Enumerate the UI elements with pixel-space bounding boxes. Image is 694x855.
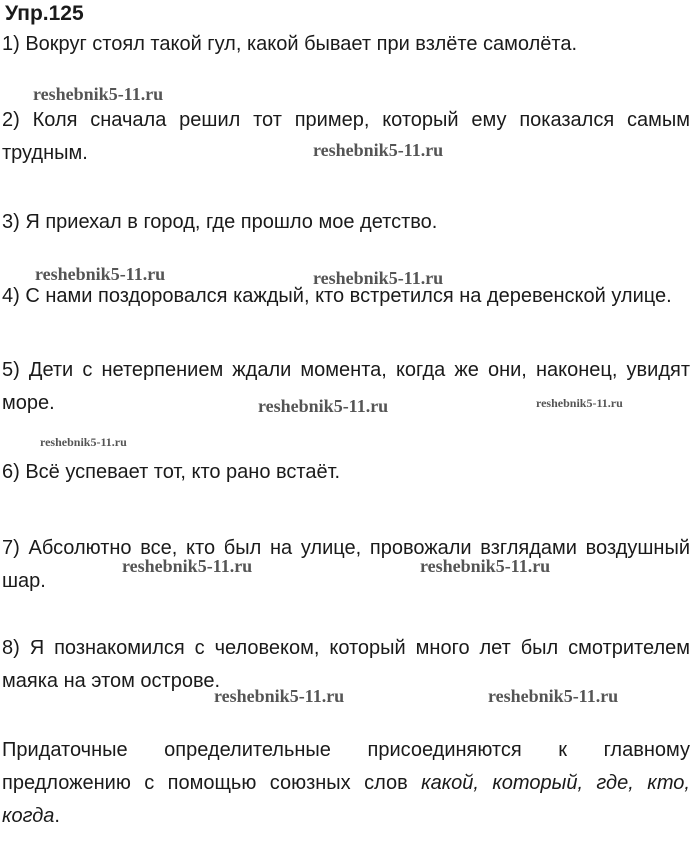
sentence-5: 5) Дети с нетерпением ждали момента, когда же они, наконец, увидят море. — [2, 359, 690, 414]
watermark: reshebnik5-11.ru — [35, 264, 166, 284]
sentence-4: 4) С нами поздоровался каждый, кто встретился на деревенской улице. — [2, 285, 672, 307]
sentence-6: 6) Всё успевает тот, кто рано встаёт. — [2, 461, 341, 483]
sentence-3: 3) Я приехал в город, где прошло мое детство. — [2, 211, 438, 233]
sentence-1: 1) Вокруг стоял такой гул, какой бывает при взлёте самолёта. — [2, 33, 578, 55]
sentence-7: 7) Абсолютно все, кто был на улице, провожали взглядами воздушный шар. — [2, 537, 690, 592]
watermark: reshebnik5-11.ru — [258, 396, 389, 416]
watermark: reshebnik5-11.ru — [40, 435, 127, 449]
watermark: reshebnik5-11.ru — [488, 686, 619, 706]
watermark: reshebnik5-11.ru — [313, 268, 444, 288]
watermark: reshebnik5-11.ru — [420, 556, 551, 576]
conclusion-paragraph — [2, 734, 690, 833]
conclusion-text: Придаточные определительные присоединяются к главному предложению с помощью союзных слов — [2, 739, 690, 794]
watermark: reshebnik5-11.ru — [33, 84, 164, 104]
sentence-2: 2) Коля сначала решил тот пример, который ему показался самым трудным. — [2, 109, 690, 164]
exercise-title: Упр.125 — [5, 2, 84, 25]
watermark: reshebnik5-11.ru — [122, 556, 253, 576]
conclusion-end: . — [54, 805, 60, 827]
watermark: reshebnik5-11.ru — [313, 140, 444, 160]
watermark: reshebnik5-11.ru — [536, 396, 623, 410]
sentence-8: 8) Я познакомился с человеком, который много лет был смотрителем маяка на этом острове. — [2, 637, 690, 692]
conclusion-italic-words: какой, который, где, кто, когда — [2, 772, 690, 827]
watermark: reshebnik5-11.ru — [214, 686, 345, 706]
